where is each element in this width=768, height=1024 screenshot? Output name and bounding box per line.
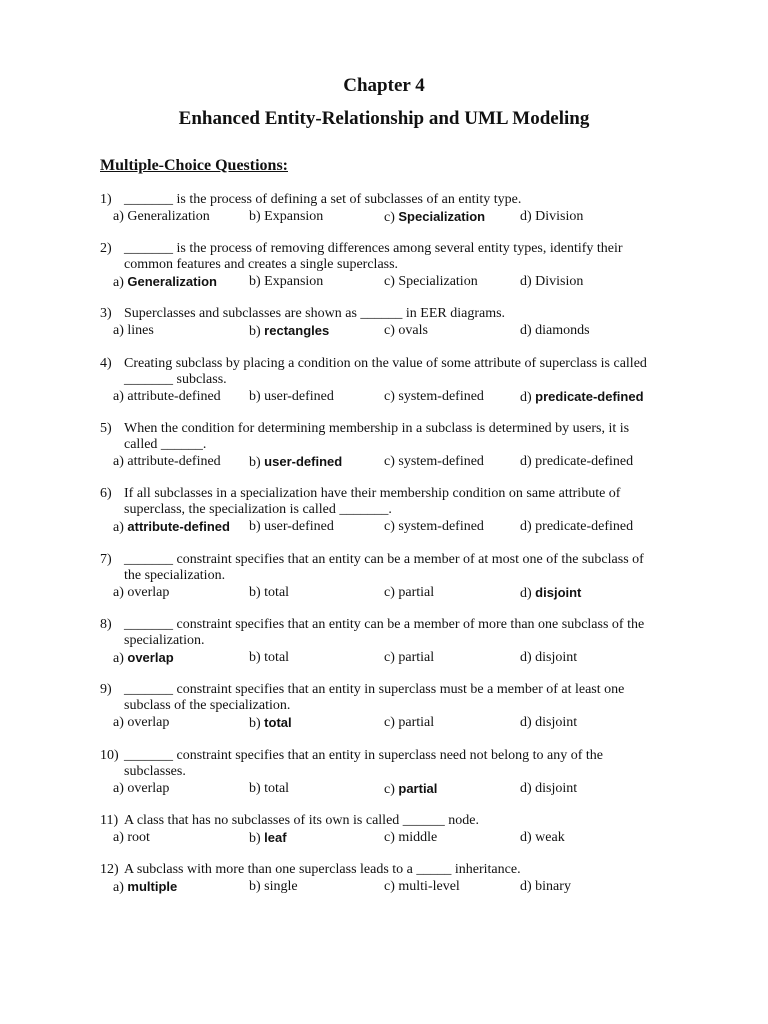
question-line	[100, 437, 700, 453]
question-text: _______ is the process of defining a set of subclasses of an entity type.	[124, 192, 522, 207]
question-text: subclass of the specialization.	[124, 698, 291, 713]
answer-option	[113, 454, 221, 470]
answer-option	[249, 323, 329, 340]
answer-option	[520, 389, 644, 406]
correct-answer: Specialization	[398, 209, 486, 224]
document-title: Enhanced Entity-Relationship and UML Modeling	[178, 108, 590, 129]
option-text: disjoint	[535, 715, 578, 730]
option-text: disjoint	[535, 781, 578, 796]
option-text: predicate-defined	[535, 519, 634, 534]
option-letter: b)	[249, 781, 265, 796]
answer-option	[113, 650, 174, 667]
option-text: overlap	[127, 715, 170, 730]
option-text: weak	[535, 830, 565, 845]
option-letter: d)	[520, 650, 536, 665]
answer-option	[384, 454, 484, 470]
option-letter: c)	[384, 389, 399, 404]
option-letter: d)	[520, 454, 536, 469]
option-text: total	[264, 585, 290, 600]
option-text: lines	[127, 323, 154, 338]
correct-answer: multiple	[127, 879, 178, 894]
correct-answer: total	[264, 715, 292, 730]
question-text: _______ constraint specifies that an entity in superclass need not belong to any of the	[124, 748, 603, 763]
answer-option	[249, 879, 298, 895]
question-text: superclass, the specialization is called _______.	[124, 502, 392, 517]
option-letter: b)	[249, 519, 265, 534]
option-text: total	[264, 650, 290, 665]
answer-option	[249, 274, 323, 290]
option-letter: c)	[384, 210, 399, 225]
option-text: overlap	[127, 585, 170, 600]
question-text: If all subclasses in a specialization have their membership condition on same attribute of	[124, 486, 621, 501]
question-item	[100, 356, 700, 405]
option-text: multi-level	[398, 879, 460, 894]
correct-answer: predicate-defined	[535, 389, 644, 404]
option-text: predicate-defined	[535, 454, 634, 469]
option-text: total	[264, 781, 290, 796]
option-text: middle	[398, 830, 438, 845]
question-item	[100, 617, 700, 666]
correct-answer: rectangles	[264, 323, 330, 338]
answer-option	[113, 879, 177, 896]
question-line	[100, 682, 700, 698]
option-letter: c)	[384, 650, 399, 665]
question-line	[100, 241, 700, 257]
option-text: Division	[535, 209, 584, 224]
question-text: _______ constraint specifies that an entity can be a member of more than one subclass of the	[124, 617, 645, 632]
question-line	[100, 372, 700, 388]
answer-option	[113, 715, 169, 731]
option-letter: d)	[520, 715, 536, 730]
answer-option	[384, 274, 478, 290]
answer-option	[384, 879, 460, 895]
option-text: system-defined	[398, 519, 484, 534]
question-line	[100, 764, 700, 780]
option-letter: a)	[113, 715, 128, 730]
option-letter: a)	[113, 651, 128, 666]
answer-options	[100, 454, 700, 470]
chapter-heading: Chapter 4	[343, 75, 425, 96]
option-letter: b)	[249, 455, 265, 470]
question-item	[100, 241, 700, 290]
question-number: 6)	[100, 486, 112, 501]
question-line	[100, 552, 700, 568]
answer-option	[249, 781, 289, 797]
answer-option	[113, 585, 169, 601]
option-letter: c)	[384, 830, 399, 845]
answer-option	[384, 781, 437, 798]
option-letter: d)	[520, 879, 536, 894]
answer-option	[384, 585, 434, 601]
option-letter: b)	[249, 274, 265, 289]
section-heading: Multiple-Choice Questions:	[100, 157, 288, 174]
answer-option	[520, 519, 633, 535]
option-text: Expansion	[264, 209, 324, 224]
answer-option	[384, 650, 434, 666]
question-line	[100, 421, 700, 437]
answer-options	[100, 389, 700, 405]
option-letter: c)	[384, 454, 399, 469]
answer-option	[384, 519, 484, 535]
question-text: the specialization.	[124, 568, 226, 583]
question-number: 9)	[100, 682, 112, 697]
option-text: attribute-defined	[127, 454, 221, 469]
option-text: partial	[398, 585, 435, 600]
answer-options	[100, 715, 700, 731]
option-letter: b)	[249, 879, 265, 894]
question-text: When the condition for determining membership in a subclass is determined by users, it is	[124, 421, 630, 436]
answer-options	[100, 650, 700, 666]
option-letter: a)	[113, 830, 128, 845]
correct-answer: leaf	[264, 830, 287, 845]
option-text: attribute-defined	[127, 389, 221, 404]
option-letter: c)	[384, 519, 399, 534]
answer-option	[520, 454, 633, 470]
answer-option	[113, 323, 154, 339]
answer-options	[100, 274, 700, 290]
option-letter: d)	[520, 390, 536, 405]
option-letter: b)	[249, 716, 265, 731]
option-text: partial	[398, 715, 435, 730]
question-item	[100, 486, 700, 535]
option-letter: b)	[249, 585, 265, 600]
option-letter: a)	[113, 880, 128, 895]
answer-option	[384, 323, 428, 339]
option-letter: d)	[520, 830, 536, 845]
answer-option	[520, 781, 577, 797]
answer-option	[520, 830, 565, 846]
question-text: subclasses.	[124, 764, 186, 779]
answer-options	[100, 323, 700, 339]
question-item	[100, 748, 700, 797]
option-letter: a)	[113, 323, 128, 338]
correct-answer: disjoint	[535, 585, 582, 600]
question-item	[100, 682, 700, 731]
answer-option	[113, 389, 221, 405]
question-text: Superclasses and subclasses are shown as ______ in EER diagrams.	[124, 306, 506, 321]
answer-options	[100, 519, 700, 535]
question-number: 8)	[100, 617, 112, 632]
option-letter: a)	[113, 454, 128, 469]
answer-option	[384, 389, 484, 405]
answer-option	[520, 585, 581, 602]
question-item	[100, 192, 700, 225]
option-letter: d)	[520, 209, 536, 224]
question-number: 5)	[100, 421, 112, 436]
question-line	[100, 306, 700, 322]
answer-option	[249, 585, 289, 601]
answer-option	[520, 879, 571, 895]
question-text: _______ is the process of removing differences among several entity types, identify their	[124, 241, 623, 256]
answer-option	[249, 454, 342, 471]
option-text: ovals	[398, 323, 428, 338]
question-number: 3)	[100, 306, 112, 321]
option-letter: b)	[249, 389, 265, 404]
correct-answer: user-defined	[264, 454, 343, 469]
question-text: _______ constraint specifies that an entity in superclass must be a member of at least one	[124, 682, 625, 697]
answer-option	[113, 209, 210, 225]
answer-option	[520, 650, 577, 666]
option-letter: d)	[520, 586, 536, 601]
question-text: _______ subclass.	[124, 372, 227, 387]
correct-answer: attribute-defined	[127, 519, 230, 534]
option-text: single	[264, 879, 298, 894]
question-line	[100, 192, 700, 208]
option-letter: c)	[384, 879, 399, 894]
question-text: called ______.	[124, 437, 207, 452]
answer-option	[113, 830, 150, 846]
option-letter: c)	[384, 715, 399, 730]
question-number: 11)	[100, 813, 119, 828]
question-text: A class that has no subclasses of its own is called ______ node.	[124, 813, 480, 828]
option-letter: c)	[384, 585, 399, 600]
option-letter: d)	[520, 274, 536, 289]
answer-option	[113, 781, 169, 797]
option-letter: c)	[384, 782, 399, 797]
question-line	[100, 502, 700, 518]
question-line	[100, 568, 700, 584]
question-number: 12)	[100, 862, 119, 877]
option-letter: b)	[249, 650, 265, 665]
answer-option	[520, 274, 583, 290]
option-text: binary	[535, 879, 571, 894]
question-text: specialization.	[124, 633, 205, 648]
answer-option	[249, 519, 334, 535]
question-item	[100, 552, 700, 601]
question-number: 2)	[100, 241, 112, 256]
option-letter: d)	[520, 519, 536, 534]
answer-option	[520, 209, 583, 225]
correct-answer: Generalization	[127, 274, 217, 289]
answer-option	[384, 209, 485, 226]
option-letter: c)	[384, 323, 399, 338]
option-text: Generalization	[127, 209, 210, 224]
option-text: Division	[535, 274, 584, 289]
question-line	[100, 356, 700, 372]
answer-options	[100, 830, 700, 846]
option-letter: a)	[113, 275, 128, 290]
option-letter: a)	[113, 520, 128, 535]
question-line	[100, 813, 700, 829]
option-text: system-defined	[398, 389, 484, 404]
option-letter: d)	[520, 323, 536, 338]
answer-option	[249, 650, 289, 666]
option-letter: b)	[249, 209, 265, 224]
question-item	[100, 306, 700, 339]
question-line	[100, 748, 700, 764]
option-letter: a)	[113, 781, 128, 796]
option-letter: d)	[520, 781, 536, 796]
question-text: _______ constraint specifies that an entity can be a member of at most one of the subclass of	[124, 552, 644, 567]
answer-option	[384, 715, 434, 731]
answer-options	[100, 781, 700, 797]
option-text: partial	[398, 650, 435, 665]
option-text: Specialization	[398, 274, 478, 289]
question-item	[100, 421, 700, 470]
question-text: A subclass with more than one superclass leads to a _____ inheritance.	[124, 862, 521, 877]
answer-option	[520, 323, 590, 339]
answer-options	[100, 585, 700, 601]
option-text: diamonds	[535, 323, 590, 338]
question-line	[100, 633, 700, 649]
option-letter: c)	[384, 274, 399, 289]
option-text: user-defined	[264, 389, 334, 404]
question-number: 1)	[100, 192, 112, 207]
option-letter: a)	[113, 585, 128, 600]
answer-option	[249, 830, 287, 847]
answer-options	[100, 879, 700, 895]
answer-option	[249, 209, 323, 225]
question-line	[100, 257, 700, 273]
option-letter: a)	[113, 209, 128, 224]
answer-option	[520, 715, 577, 731]
question-number: 10)	[100, 748, 119, 763]
question-number: 4)	[100, 356, 112, 371]
question-line	[100, 617, 700, 633]
question-line	[100, 698, 700, 714]
correct-answer: partial	[398, 781, 438, 796]
question-item	[100, 813, 700, 846]
option-text: disjoint	[535, 650, 578, 665]
answer-option	[249, 715, 292, 732]
option-text: root	[127, 830, 150, 845]
option-text: system-defined	[398, 454, 484, 469]
option-text: Expansion	[264, 274, 324, 289]
question-number: 7)	[100, 552, 112, 567]
option-text: user-defined	[264, 519, 334, 534]
option-letter: a)	[113, 389, 128, 404]
option-letter: b)	[249, 831, 265, 846]
answer-option	[249, 389, 334, 405]
option-letter: b)	[249, 324, 265, 339]
question-text: common features and creates a single superclass.	[124, 257, 399, 272]
question-line	[100, 486, 700, 502]
correct-answer: overlap	[127, 650, 174, 665]
answer-options	[100, 209, 700, 225]
answer-option	[113, 519, 230, 536]
question-item	[100, 862, 700, 895]
question-line	[100, 862, 700, 878]
answer-option	[384, 830, 437, 846]
answer-option	[113, 274, 217, 291]
question-text: Creating subclass by placing a condition on the value of some attribute of superclass is called	[124, 356, 647, 371]
option-text: overlap	[127, 781, 170, 796]
